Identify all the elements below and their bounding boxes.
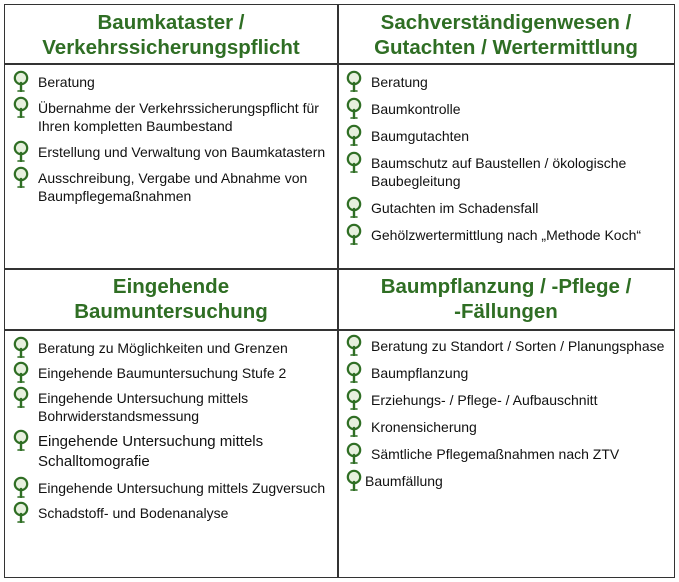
heading-line: Gutachten / Wertermittlung — [374, 36, 638, 59]
tree-icon — [11, 386, 31, 408]
tree-icon — [344, 469, 364, 491]
panel-sachverstaendigenwesen — [338, 5, 674, 268]
list-item: Gutachten im Schadensfall — [344, 199, 670, 217]
panel-heading — [338, 10, 674, 60]
tree-icon — [344, 223, 364, 245]
panel-baumkataster — [5, 5, 337, 268]
service-list — [344, 73, 670, 244]
list-item: Eingehende Baumuntersuchung Stufe 2 — [11, 364, 333, 382]
heading-line: Baumpflanzung / -Pflege / — [380, 275, 632, 298]
tree-icon — [344, 196, 364, 218]
service-list — [11, 339, 333, 522]
panel-heading — [338, 274, 674, 324]
list-item: Eingehende Untersuchung mittels Bohrwiderstandsmessung — [11, 389, 333, 425]
tree-icon — [11, 429, 31, 451]
list-item: Baumkontrolle — [344, 100, 670, 118]
list-item: Ausschreibung, Vergabe und Abnahme von Baumpflegemaßnahmen — [11, 169, 333, 205]
panel-baumpflanzung — [338, 269, 674, 577]
tree-icon — [11, 501, 31, 523]
list-item: Baumpflanzung — [344, 364, 670, 382]
tree-icon — [11, 70, 31, 92]
list-item: Eingehende Untersuchung mittels Zugversuch — [11, 479, 333, 497]
list-item: Beratung — [11, 73, 333, 91]
heading-line: Eingehende — [112, 275, 230, 298]
heading-line: Baumkataster / — [97, 11, 245, 34]
list-item: Eingehende Untersuchung mittels Schalltomografie — [11, 432, 333, 472]
service-list — [11, 73, 333, 205]
tree-icon — [11, 140, 31, 162]
list-item: Beratung zu Standort / Sorten / Planungsphase — [344, 337, 670, 355]
tree-icon — [344, 361, 364, 383]
panel-heading — [5, 274, 337, 324]
tree-icon — [11, 166, 31, 188]
list-item: Gehölzwertermittlung nach „Methode Koch“ — [344, 226, 670, 244]
tree-icon — [11, 336, 31, 358]
list-item: Baumschutz auf Baustellen / ökologische Baubegleitung — [344, 154, 670, 190]
list-item: Baumfällung — [344, 472, 670, 490]
tree-icon — [11, 361, 31, 383]
services-table — [4, 4, 675, 578]
list-item: Kronensicherung — [344, 418, 670, 436]
list-item: Beratung — [344, 73, 670, 91]
tree-icon — [344, 97, 364, 119]
list-item: Erstellung und Verwaltung von Baumkatastern — [11, 143, 333, 161]
service-list — [344, 337, 670, 490]
list-item: Sämtliche Pflegemaßnahmen nach ZTV — [344, 445, 670, 463]
panel-eingehende-baumuntersuchung — [5, 269, 337, 577]
heading-line: -Fällungen — [454, 300, 558, 323]
list-item: Übernahme der Verkehrssicherungspflicht für Ihren kompletten Baumbestand — [11, 99, 333, 135]
heading-line: Sachverständigenwesen / — [380, 11, 632, 34]
tree-icon — [11, 476, 31, 498]
tree-icon — [344, 388, 364, 410]
list-item: Erziehungs- / Pflege- / Aufbauschnitt — [344, 391, 670, 409]
list-item: Schadstoff- und Bodenanalyse — [11, 504, 333, 522]
list-item: Beratung zu Möglichkeiten und Grenzen — [11, 339, 333, 357]
tree-icon — [344, 442, 364, 464]
tree-icon — [344, 70, 364, 92]
tree-icon — [344, 415, 364, 437]
tree-icon — [344, 334, 364, 356]
panel-heading — [5, 10, 337, 60]
tree-icon — [344, 151, 364, 173]
tree-icon — [11, 96, 31, 118]
heading-line: Baumuntersuchung — [74, 300, 268, 323]
heading-line: Verkehrssicherungspflicht — [42, 36, 300, 59]
tree-icon — [344, 124, 364, 146]
list-item: Baumgutachten — [344, 127, 670, 145]
